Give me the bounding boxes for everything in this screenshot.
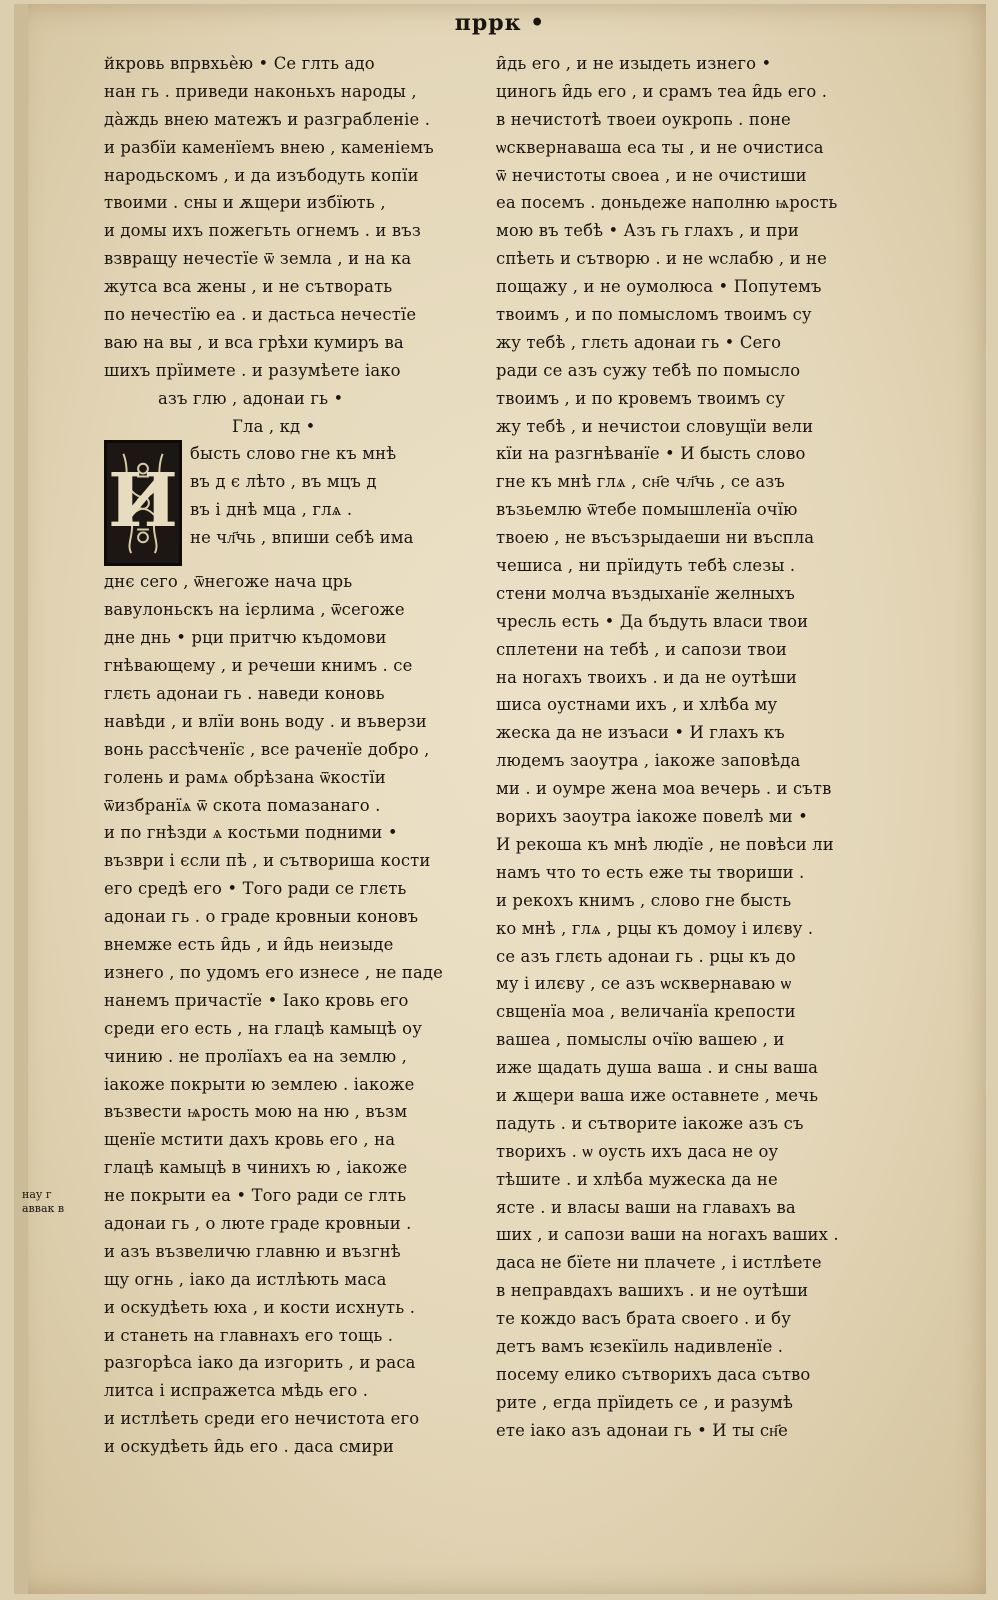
text-line: възьемлю ѿтебе помышленїа очїю (496, 500, 798, 520)
text-line: твоимъ , и по помысломъ твоимъ су (496, 305, 812, 325)
text-line: голень и рамѧ обрѣзана ѿкостїи (104, 767, 386, 787)
text-line: глацѣ камыцѣ в чинихъ ю , іакоже (104, 1158, 408, 1178)
text-line: сплетени на тебѣ , и сапози твои (496, 639, 787, 659)
text-line: И рекоша къ мнѣ людїе , не повѣси ли (496, 834, 834, 854)
chapter-opening (104, 440, 476, 552)
text-line: падуть . и сътворите іакоже азъ съ (496, 1113, 804, 1133)
text-line: чинию . не пролїахъ еа на землю , (104, 1046, 407, 1066)
text-line: ко мнѣ , глѧ , рцы къ домоу і илєву . (496, 918, 814, 938)
initial-letter: И (107, 458, 179, 545)
text-line: жутса вса жены , и не сътворать (104, 277, 393, 297)
text-line: гнѣвающему , и речеши книмъ . се (104, 656, 413, 676)
text-line: адонаи гь , о люте граде кровныи . (104, 1213, 412, 1233)
text-line: народьскомъ , и да изъбодуть копїи (104, 165, 419, 185)
text-line: му і илєву , се азъ ѡсквернаваю ѡ (496, 974, 792, 994)
text-line: и по гнѣзди ѧ костьми подними • (104, 823, 398, 843)
chapter-heading: Гла , кд • (232, 416, 316, 436)
text-line: и разбїи каменїемъ внею , каменіемъ (104, 137, 434, 157)
text-line: спѣеть и сътворю . и не ѡслабю , и не (496, 249, 827, 269)
decorated-initial (104, 440, 182, 566)
text-line: нан гь . приведи наконьхъ народы , (104, 81, 417, 101)
text-line: твоими . сны и ѫщери избїють , (104, 193, 386, 213)
text-line: мою въ тебѣ • Азъ гь глахъ , и при (496, 221, 799, 241)
text-line: посему елико сътворихъ даса сътво (496, 1364, 811, 1384)
text-line: шиса оустнами ихъ , и хлѣба му (496, 695, 778, 715)
text-line: литса і испражетса мѣдь его . (104, 1381, 369, 1401)
text-line: адонаи гь . о граде кровныи коновъ (104, 907, 419, 927)
text-line: вашеа , помыслы очїю вашею , и (496, 1030, 785, 1050)
marginal-note-line: аввак в (22, 1202, 65, 1215)
text-line: внемже есть и̑дь , и и̑дь неизыде (104, 935, 394, 955)
text-line: чресль есть • Да бъдуть власи твои (496, 611, 809, 631)
text-line: людемъ заоутра , іакоже заповѣда (496, 751, 801, 771)
text-line: въ д є лѣто , въ мцъ д (190, 472, 377, 492)
text-line: чешиса , ни прїидуть тебѣ слезы . (496, 556, 796, 576)
text-line: възвести ѩрость мою на ню , възм (104, 1102, 408, 1122)
text-line: его средѣ его • Того ради се глєть (104, 879, 407, 899)
text-line: циногь и̑дь его , и срамъ теа и̑дь его . (496, 81, 828, 101)
text-line: и истлѣеть среди его нечистота его (104, 1409, 420, 1429)
text-line: се азъ глєть адонаи гь . рцы къ до (496, 946, 796, 966)
left-column-body-text (104, 568, 476, 1461)
text-line: среди его есть , на глацѣ камыцѣ оу (104, 1018, 422, 1038)
text-line: ших , и сапози ваши на ногахъ ваших . (496, 1225, 839, 1245)
text-line: и станеть на главнахъ его тощь . (104, 1325, 394, 1345)
text-line: и оскудѣеть и̑дь его . даса смири (104, 1437, 394, 1457)
text-line: навѣди , и влїи вонь воду . и въверзи (104, 711, 427, 731)
text-line: ваю на вы , и вса грѣхи кумиръ ва (104, 332, 404, 352)
text-line: в нечистотѣ твоеи оукропь . поне (496, 109, 791, 129)
text-line: жу тебѣ , и нечистои словущїи вели (496, 416, 814, 436)
text-line: по нечестїю еа . и дастьса нечестїе (104, 305, 417, 325)
text-line: твоимъ , и по кровемъ твоимъ су (496, 388, 785, 408)
left-column (104, 50, 476, 1461)
text-line: взвращу нечестїе ѿ земла , и на ка (104, 249, 412, 269)
text-line: не покрыти еа • Того ради се глть (104, 1186, 407, 1206)
text-line: разгорѣса іако да изгорить , и раса (104, 1353, 416, 1373)
text-line: стени молча въздыханїе желныхъ (496, 583, 796, 603)
text-line: творихъ . ѡ оусть ихъ даса не оу (496, 1141, 779, 1161)
text-line: ради се азъ сужу тебѣ по помысло (496, 360, 801, 380)
text-line: възври і єсли пѣ , и сътвориша кости (104, 851, 431, 871)
text-line: иже щадать душа ваша . и сны ваша (496, 1058, 819, 1078)
right-column (496, 50, 868, 1445)
text-line: бысть слово гне къ мнѣ (190, 444, 397, 464)
text-line: вавулоньскъ на ієрлима , ѿсегоже (104, 600, 405, 620)
text-line: свщенїа моа , величанїа крепости (496, 1002, 796, 1022)
text-line: даса не бїете ни плачете , і истлѣете (496, 1253, 822, 1273)
text-line: ете іако азъ адонаи гь • И ты сн҃е (496, 1420, 788, 1440)
text-line: гне къ мнѣ глѧ , сн҃е чл҃чь , се азъ (496, 472, 785, 492)
text-line: и оскудѣеть юха , и кости исхнуть . (104, 1297, 416, 1317)
text-line: на ногахъ твоихъ . и да не оутѣши (496, 667, 797, 687)
marginal-note-line: нау г (22, 1188, 52, 1201)
text-line: ѿизбранїѧ ѿ скота помазанаго . (104, 795, 381, 815)
text-line: ясте . и власы ваши на главахъ ва (496, 1197, 796, 1217)
text-line: ми . и оумре жена моа вечерь . и сътв (496, 779, 832, 799)
text-line: и ѫщери ваша иже оставнете , мечь (496, 1085, 819, 1105)
text-line: ѿ нечистоты своеа , и не очистиши (496, 165, 807, 185)
text-line: жу тебѣ , глєть адонаи гь • Сего (496, 332, 782, 352)
text-line: пощажу , и не оумолюса • Попутемъ (496, 277, 822, 297)
text-line: шихъ прїимете . и разумѣете іако (104, 360, 401, 380)
text-line: дне днь • рци притчю къдомови (104, 628, 387, 648)
text-line: тѣшите . и хлѣба мужеска да не (496, 1169, 778, 1189)
text-line: вонь рассѣченїє , все раченїе добро , (104, 739, 430, 759)
running-title: пррк • (454, 10, 546, 36)
text-line: въ і днѣ мца , глѧ . (190, 500, 353, 520)
text-line: те кождо васъ брата своего . и бу (496, 1309, 791, 1329)
left-column-top-text (104, 50, 476, 413)
right-column-text (496, 50, 868, 1445)
text-line: намъ что то есть еже ты твориши . (496, 862, 805, 882)
text-line: в неправдахъ вашихъ . и не оутѣши (496, 1281, 809, 1301)
text-line: нанемъ причастїе • Іако кровь его (104, 990, 409, 1010)
text-line: твоею , не въсъзрыдаеши ни въспла (496, 528, 815, 548)
text-line: и рекохъ книмъ , слово гне бысть (496, 890, 792, 910)
text-line: детъ вамъ ѥзекїиль надивленїе . (496, 1336, 784, 1356)
text-line: щу огнь , іако да истлѣють маса (104, 1269, 387, 1289)
text-line: не чл҃чь , впиши себѣ има (190, 528, 414, 548)
text-line: ѡсквернаваша еса ты , и не очистиса (496, 137, 824, 157)
text-line: жеска да не изъаси • И глахъ къ (496, 723, 785, 743)
text-line: и домы ихъ пожегьть огнемъ . и въз (104, 221, 421, 241)
text-line: щенїе мстити дахъ кровь его , на (104, 1130, 396, 1150)
marginal-note (22, 1188, 98, 1216)
text-line: да̀ждь внею матежъ и разграбленіе . (104, 109, 431, 129)
text-line: еа посемъ . доньдеже наполню ѩрость (496, 193, 838, 213)
text-line: изнего , по удомъ его изнесе , не паде (104, 962, 443, 982)
text-line: глєть адонаи гь . наведи коновь (104, 684, 385, 704)
text-line: азъ глю , адонаи гь • (158, 388, 344, 408)
page-left-edge (14, 4, 28, 1594)
text-line: йкровь впрвхьѐю • Се глть адо (104, 54, 375, 73)
text-line: кїи на разгнѣванїе • И бысть слово (496, 444, 806, 464)
text-line: рите , егда прїидеть се , и разумѣ (496, 1392, 793, 1412)
text-line: и азъ възвеличю главню и възгнѣ (104, 1241, 401, 1261)
text-line: іакоже покрыти ю землею . іакоже (104, 1074, 415, 1094)
book-page (14, 4, 986, 1594)
text-line: ворихъ заоутра іакоже повелѣ ми • (496, 807, 809, 827)
text-line: и̑дь его , и не изыдеть изнего • (496, 54, 772, 73)
text-line: днє сего , ѿнегоже нача црь (104, 572, 353, 592)
